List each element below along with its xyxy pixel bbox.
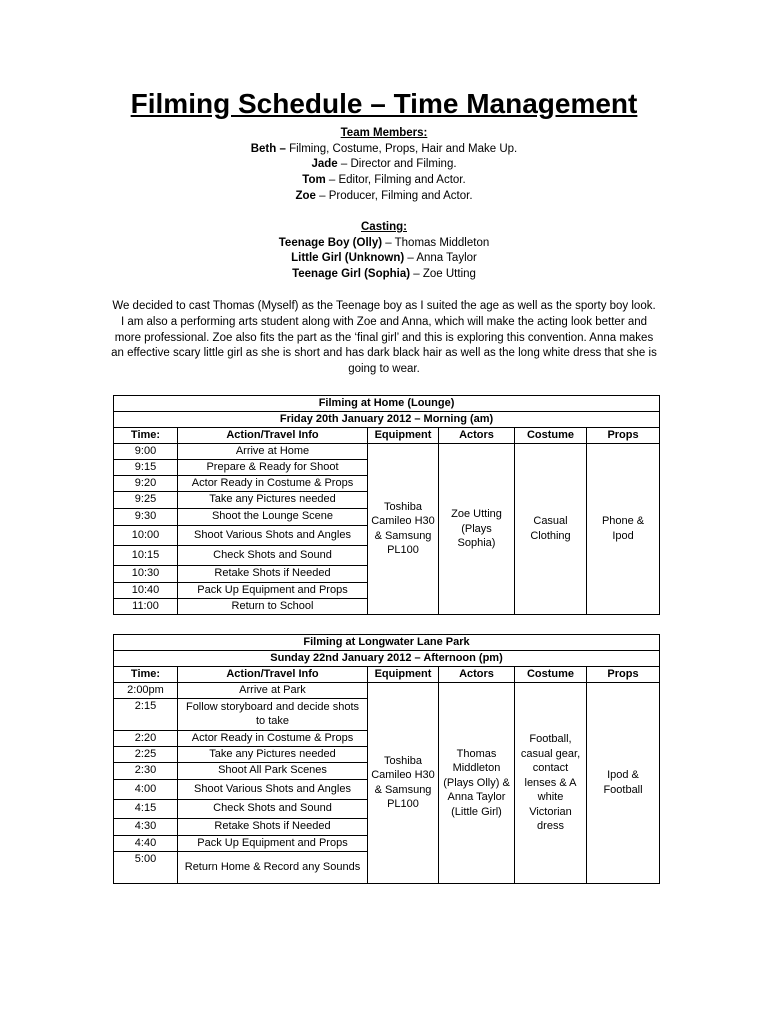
member-role: Filming, Costume, Props, Hair and Make Up.: [285, 142, 518, 155]
team-member: [0, 142, 768, 158]
column-header-time: Time:: [114, 428, 178, 444]
member-name: Jade: [311, 158, 338, 171]
time-cell: 10:15: [114, 545, 178, 565]
member-role: – Director and Filming.: [337, 158, 457, 171]
cast-role: [0, 267, 768, 283]
costume-cell: Football, casual gear, contact lenses & A white Victorian dress: [515, 683, 587, 884]
time-cell: 4:15: [114, 799, 178, 818]
team-section: [0, 126, 768, 205]
action-cell: Shoot the Lounge Scene: [178, 508, 368, 525]
action-cell: Take any Pictures needed: [178, 491, 368, 508]
action-cell: Pack Up Equipment and Props: [178, 582, 368, 598]
action-cell: Take any Pictures needed: [178, 746, 368, 762]
time-cell: 2:30: [114, 762, 178, 779]
member-name: Zoe: [295, 189, 316, 202]
action-cell: Follow storyboard and decide shots to take: [178, 698, 368, 730]
member-role: – Producer, Filming and Actor.: [315, 189, 473, 202]
team-member: [0, 173, 768, 189]
member-name: Beth –: [250, 142, 286, 155]
team-heading: Team Members:: [340, 127, 428, 139]
actor-name: – Thomas Middleton: [382, 236, 490, 249]
column-header-action: Action/Travel Info: [178, 667, 368, 683]
time-cell: 10:30: [114, 565, 178, 582]
actors-cell: Thomas Middleton (Plays Olly) & Anna Taylor (Little Girl): [439, 683, 515, 884]
table-row: [114, 444, 660, 460]
action-cell: Return to School: [178, 598, 368, 614]
member-role: – Editor, Filming and Actor.: [325, 174, 466, 187]
props-cell: Phone & Ipod: [587, 444, 660, 615]
action-cell: Prepare & Ready for Shoot: [178, 459, 368, 475]
cast-role: [0, 236, 768, 252]
time-cell: 9:00: [114, 444, 178, 460]
column-header-equipment: Equipment: [368, 428, 439, 444]
team-member: [0, 157, 768, 173]
time-cell: 9:30: [114, 508, 178, 525]
time-cell: 4:30: [114, 818, 178, 835]
time-cell: 11:00: [114, 598, 178, 614]
time-cell: 9:15: [114, 459, 178, 475]
action-cell: Retake Shots if Needed: [178, 818, 368, 835]
time-cell: 10:40: [114, 582, 178, 598]
column-header-actors: Actors: [439, 428, 515, 444]
costume-cell: Casual Clothing: [515, 444, 587, 615]
page-title: Filming Schedule – Time Management: [130, 88, 638, 119]
table-row: [114, 683, 660, 699]
column-header-time: Time:: [114, 667, 178, 683]
action-cell: Retake Shots if Needed: [178, 565, 368, 582]
equipment-cell: Toshiba Camileo H30 & Samsung PL100: [368, 444, 439, 615]
schedule-table-park: [113, 634, 660, 884]
team-member: [0, 189, 768, 205]
action-cell: Shoot Various Shots and Angles: [178, 779, 368, 799]
action-cell: Shoot All Park Scenes: [178, 762, 368, 779]
time-cell: 9:25: [114, 491, 178, 508]
equipment-cell: Toshiba Camileo H30 & Samsung PL100: [368, 683, 439, 884]
column-header-costume: Costume: [515, 428, 587, 444]
casting-paragraph: We decided to cast Thomas (Myself) as the Teenage boy as I suited the age as well as the sporty boy look. I am also a performing arts student along with Zoe and Anna, which will make the acting look better and more professional. Zoe also fits the part as the ‘final girl’ and this is exploring this convention. Anna makes an effective scary little girl as she is short and has dark black hair as well as the long white dress that she is going to wear.: [111, 300, 657, 376]
column-header-props: Props: [587, 428, 660, 444]
schedule-location: Filming at Longwater Lane Park: [114, 635, 660, 651]
column-header-actors: Actors: [439, 667, 515, 683]
member-name: Tom: [302, 174, 326, 187]
time-cell: 2:15: [114, 698, 178, 730]
time-cell: 4:00: [114, 779, 178, 799]
column-header-costume: Costume: [515, 667, 587, 683]
character-name: Little Girl (Unknown): [291, 252, 405, 265]
actor-name: – Anna Taylor: [404, 252, 477, 265]
column-header-action: Action/Travel Info: [178, 428, 368, 444]
time-cell: 9:20: [114, 475, 178, 491]
time-cell: 2:20: [114, 730, 178, 746]
schedule-table-home: [113, 395, 660, 615]
time-cell: 10:00: [114, 525, 178, 545]
time-cell: 2:00pm: [114, 683, 178, 699]
action-cell: Arrive at Home: [178, 444, 368, 460]
action-cell: Actor Ready in Costume & Props: [178, 475, 368, 491]
actors-cell: Zoe Utting (Plays Sophia): [439, 444, 515, 615]
time-cell: 2:25: [114, 746, 178, 762]
time-cell: 5:00: [114, 851, 178, 883]
action-cell: Actor Ready in Costume & Props: [178, 730, 368, 746]
character-name: Teenage Girl (Sophia): [292, 268, 411, 281]
action-cell: Return Home & Record any Sounds: [178, 851, 368, 883]
actor-name: – Zoe Utting: [410, 268, 476, 281]
action-cell: Arrive at Park: [178, 683, 368, 699]
action-cell: Check Shots and Sound: [178, 545, 368, 565]
column-header-equipment: Equipment: [368, 667, 439, 683]
action-cell: Shoot Various Shots and Angles: [178, 525, 368, 545]
character-name: Teenage Boy (Olly): [278, 236, 383, 249]
time-cell: 4:40: [114, 835, 178, 851]
column-header-props: Props: [587, 667, 660, 683]
props-cell: Ipod & Football: [587, 683, 660, 884]
casting-heading: Casting:: [361, 221, 407, 233]
action-cell: Check Shots and Sound: [178, 799, 368, 818]
schedule-date: Sunday 22nd January 2012 – Afternoon (pm): [114, 651, 660, 667]
action-cell: Pack Up Equipment and Props: [178, 835, 368, 851]
casting-section: [0, 220, 768, 283]
cast-role: [0, 251, 768, 267]
schedule-date: Friday 20th January 2012 – Morning (am): [114, 412, 660, 428]
schedule-location: Filming at Home (Lounge): [114, 396, 660, 412]
